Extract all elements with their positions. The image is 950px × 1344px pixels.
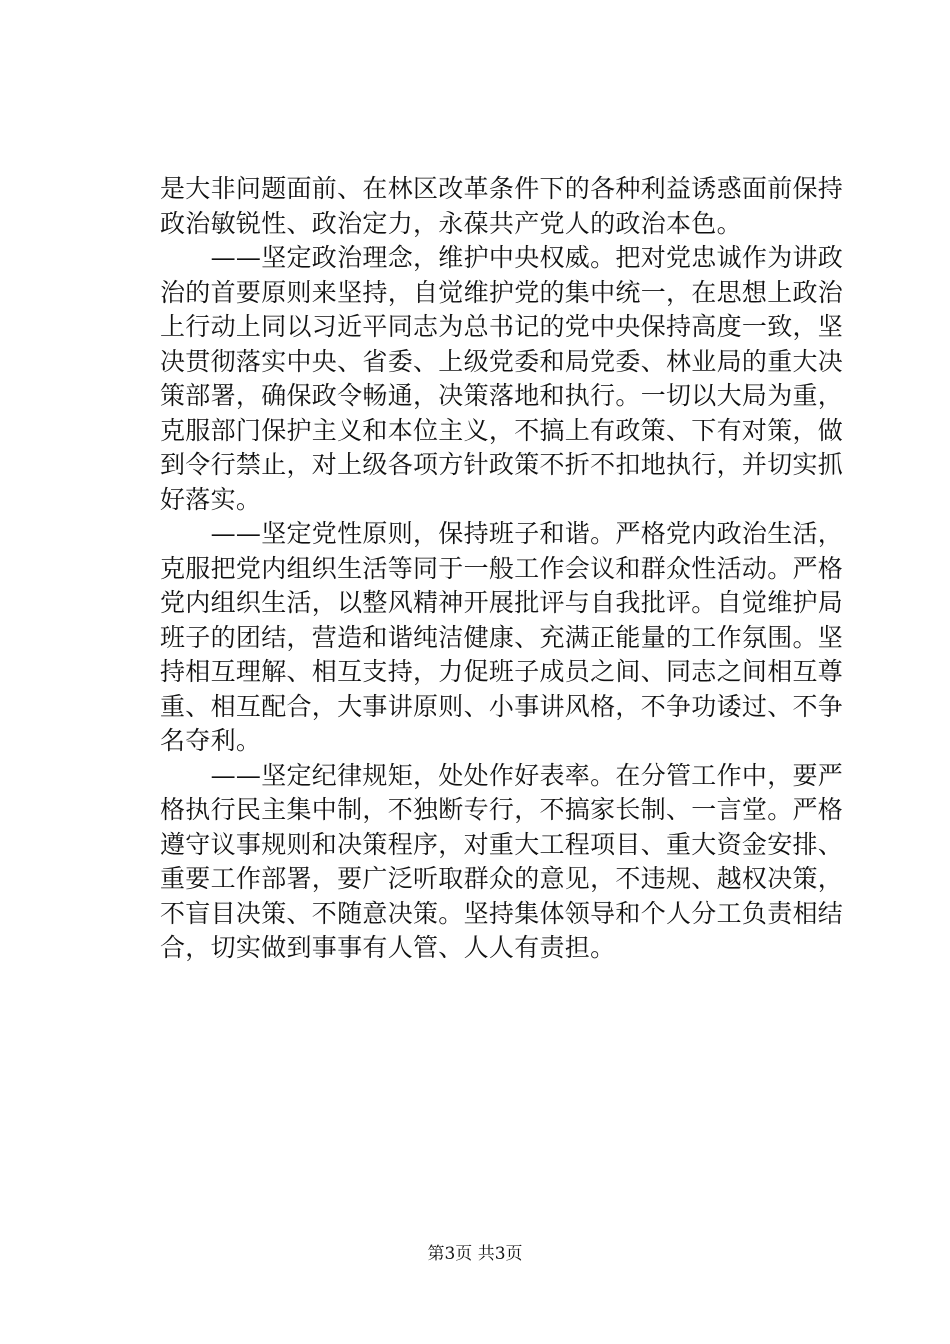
text-line: ——坚定政治理念，维护中央权威。把对党忠诚作为讲政 — [160, 243, 844, 272]
text-line: 格执行民主集中制，不独断专行，不搞家长制、一言堂。严格 — [160, 795, 844, 824]
text-line: ——坚定纪律规矩，处处作好表率。在分管工作中，要严 — [160, 760, 844, 790]
text-line: 党内组织生活，以整风精神开展批评与自我批评。自觉维护局 — [160, 588, 844, 617]
text-line: 克服把党内组织生活等同于一般工作会议和群众性活动。严格 — [160, 553, 844, 583]
text-line: 决贯彻落实中央、省委、上级党委和局党委、林业局的重大决 — [160, 346, 844, 376]
text-line: 遵守议事规则和决策程序，对重大工程项目、重大资金安排、 — [160, 829, 844, 859]
text-line: 班子的团结，营造和谐纯洁健康、充满正能量的工作氛围。坚 — [160, 622, 844, 652]
text-line: ——坚定党性原则，保持班子和谐。严格党内政治生活， — [160, 519, 844, 548]
text-line: 重、相互配合，大事讲原则、小事讲风格，不争功诿过、不争 — [160, 691, 844, 721]
text-line: 好落实。 — [160, 484, 262, 514]
text-line: 是大非问题面前、在林区改革条件下的各种利益诱惑面前保持 — [160, 174, 844, 203]
text-line: 重要工作部署，要广泛听取群众的意见，不违规、越权决策， — [160, 864, 844, 893]
text-line: 到令行禁止，对上级各项方针政策不折不扣地执行，并切实抓 — [160, 450, 844, 479]
body-text — [160, 172, 844, 966]
text-line: 持相互理解、相互支持，力促班子成员之间、同志之间相互尊 — [160, 657, 844, 686]
text-line: 上行动上同以习近平同志为总书记的党中央保持高度一致，坚 — [160, 312, 844, 341]
text-line: 策部署，确保政令畅通，决策落地和执行。一切以大局为重， — [160, 381, 844, 410]
text-line: 合，切实做到事事有人管、人人有责担。 — [160, 933, 616, 962]
page-footer: 第3页 共3页 — [427, 1244, 523, 1264]
text-line: 克服部门保护主义和本位主义，不搞上有政策、下有对策，做 — [160, 415, 844, 445]
text-line: 治的首要原则来坚持，自觉维护党的集中统一，在思想上政治 — [160, 277, 844, 307]
text-line: 政治敏锐性、政治定力，永葆共产党人的政治本色。 — [160, 208, 742, 238]
text-line: 名夺利。 — [160, 726, 262, 755]
text-line: 不盲目决策、不随意决策。坚持集体领导和个人分工负责相结 — [160, 898, 844, 928]
